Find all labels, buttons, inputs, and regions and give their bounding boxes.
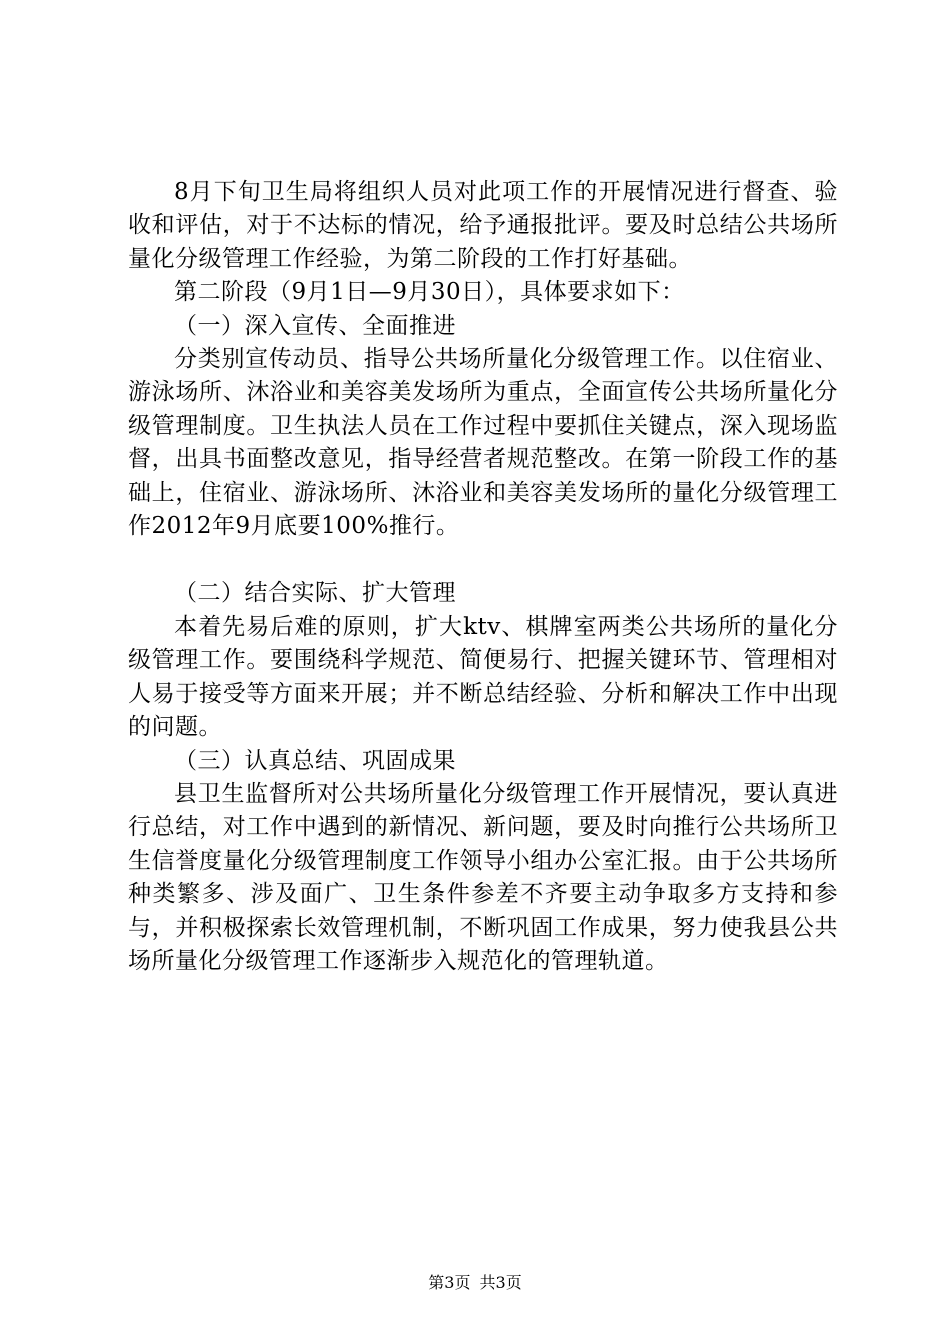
section-heading-1: （一）深入宣传、全面推进 xyxy=(174,312,456,339)
section-heading-2: （二）结合实际、扩大管理 xyxy=(174,580,456,607)
paragraph-phase1-summary: 8月下旬卫生局将组织人员对此项工作的开展情况进行督查、验收和评估，对于不达标的情况，给予通报批评。要及时总结公共场所量化分级管理工作经验，为第二阶段的工作打好基础。 xyxy=(128,179,838,272)
page-footer xyxy=(0,1270,950,1293)
section-heading-3: （三）认真总结、巩固成果 xyxy=(174,747,456,774)
page-number: 第3页 xyxy=(428,1273,471,1292)
paragraph-section-3: 县卫生监督所对公共场所量化分级管理工作开展情况，要认真进行总结，对工作中遇到的新情况、新问题，要及时向推行公共场所卫生信誉度量化分级管理制度工作领导小组办公室汇报。由于公共场所种类繁多、涉及面广、卫生条件参差不齐要主动争取多方支持和参与，并积极探索长效管理机制，不断巩固工作成果，努力使我县公共场所量化分级管理工作逐渐步入规范化的管理轨道。 xyxy=(128,780,838,974)
paragraph-phase2-heading: 第二阶段（9月1日—9月30日），具体要求如下： xyxy=(174,279,685,306)
paragraph-section-1: 分类别宣传动员、指导公共场所量化分级管理工作。以住宿业、游泳场所、沐浴业和美容美发场所为重点，全面宣传公共场所量化分级管理制度。卫生执法人员在工作过程中要抓住关键点，深入现场监督，出具书面整改意见，指导经营者规范整改。在第一阶段工作的基础上，住宿业、游泳场所、沐浴业和美容美发场所的量化分级管理工作2012年9月底要100%推行。 xyxy=(128,346,838,540)
page-total: 共3页 xyxy=(479,1273,522,1292)
document-body xyxy=(128,176,838,978)
paragraph-section-2: 本着先易后难的原则，扩大ktv、棋牌室两类公共场所的量化分级管理工作。要围绕科学规范、简便易行、把握关键环节、管理相对人易于接受等方面来开展；并不断总结经验、分析和解决工作中出现的问题。 xyxy=(128,613,838,741)
